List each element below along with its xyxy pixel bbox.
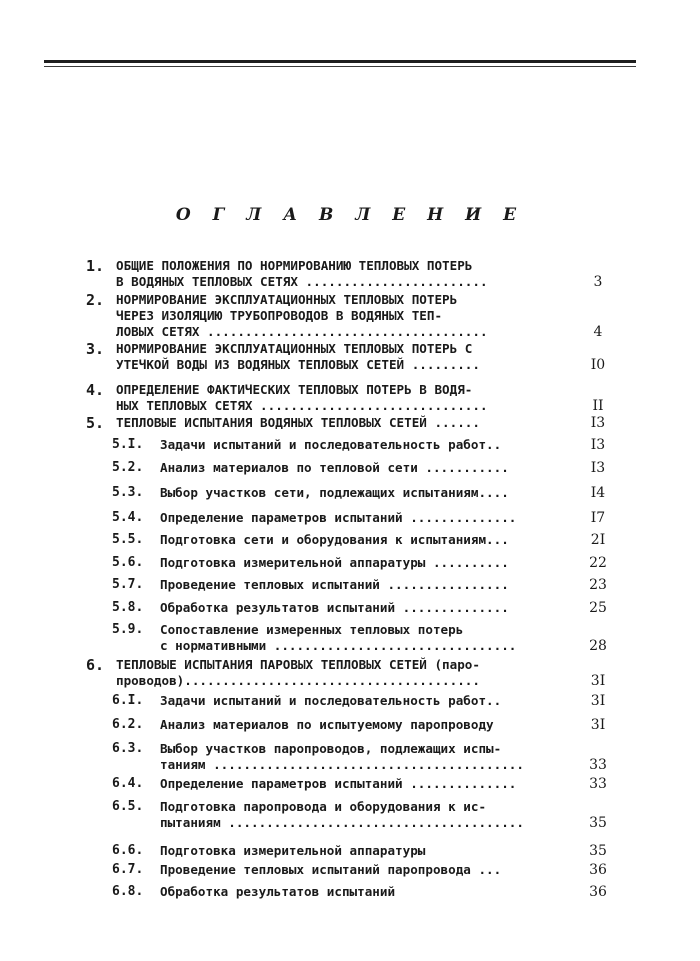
toc-entry-number: 5.3. — [112, 485, 144, 500]
toc-page-number: 3I — [590, 673, 606, 689]
toc-entry — [0, 555, 700, 571]
toc-entry-number: 5.I. — [112, 437, 144, 452]
toc-page-number: 3I — [590, 717, 606, 733]
toc-entry — [0, 258, 700, 290]
toc-entry-text: Задачи испытаний и последовательность работ.. — [160, 693, 502, 708]
toc-page-number: 25 — [589, 600, 607, 616]
toc-entry-number: 6.8. — [112, 884, 144, 899]
toc-entry — [0, 741, 700, 773]
toc-entry — [0, 341, 700, 373]
toc-entry-number: 6. — [86, 656, 105, 674]
toc-entry — [0, 600, 700, 616]
toc-entry — [0, 693, 700, 709]
toc-entry-text: Подготовка измерительной аппаратуры — [160, 843, 426, 858]
toc-entry — [0, 510, 700, 526]
toc-entry — [0, 437, 700, 453]
page-title: О Г Л А В Л Е Н И Е — [175, 205, 525, 225]
toc-entry-number: 2. — [86, 291, 105, 309]
toc-entry-number: 6.7. — [112, 862, 144, 877]
toc-entry-number: 5.4. — [112, 510, 144, 525]
toc-entry-number: 5.9. — [112, 622, 144, 637]
toc-entry — [0, 382, 700, 414]
toc-entry-text: ЧЕРЕЗ ИЗОЛЯЦИЮ ТРУБОПРОВОДОВ В ВОДЯНЫХ ТЕП- — [116, 308, 443, 323]
toc-entry — [0, 657, 700, 689]
toc-entry — [0, 577, 700, 593]
toc-entry-number: 5. — [86, 414, 105, 432]
toc-entry-text: Проведение тепловых испытаний паропровода ... — [160, 862, 502, 877]
toc-page-number: 33 — [589, 757, 607, 773]
toc-entry-number: 5.8. — [112, 600, 144, 615]
toc-page-number: 22 — [589, 555, 607, 571]
toc-page-number: 3I — [590, 693, 606, 709]
toc-page-number: 2I — [590, 532, 606, 548]
toc-page-number: 3 — [593, 274, 603, 290]
toc-entry-number: 1. — [86, 257, 105, 275]
toc-page-number: 4 — [593, 324, 603, 340]
toc-entry-number: 5.7. — [112, 577, 144, 592]
toc-page-number: 36 — [589, 884, 607, 900]
toc-entry — [0, 843, 700, 859]
toc-entry-text: Определение параметров испытаний .............. — [160, 776, 517, 791]
toc-entry — [0, 485, 700, 501]
toc-entry-text: Подготовка сети и оборудования к испытаниям... — [160, 532, 509, 547]
toc-entry-text: УТЕЧКОЙ ВОДЫ ИЗ ВОДЯНЫХ ТЕПЛОВЫХ СЕТЕЙ ......... — [116, 357, 480, 372]
toc-entry-number: 6.I. — [112, 693, 144, 708]
toc-page-number: 36 — [589, 862, 607, 878]
toc-entry — [0, 532, 700, 548]
toc-entry-text: Анализ материалов по тепловой сети ........... — [160, 460, 509, 475]
toc-entry-text: Обработка результатов испытаний — [160, 884, 396, 899]
toc-entry — [0, 862, 700, 878]
toc-page-number: 35 — [589, 815, 607, 831]
toc-entry-number: 5.5. — [112, 532, 144, 547]
toc-entry-text: Задачи испытаний и последовательность работ.. — [160, 437, 502, 452]
toc-entry-text: пытаниям ....................................... — [160, 815, 524, 830]
toc-page-number: I3 — [590, 437, 606, 453]
toc-entry-text: НОРМИРОВАНИЕ ЭКСПЛУАТАЦИОННЫХ ТЕПЛОВЫХ ПОТЕРЬ — [116, 292, 458, 307]
toc-entry-number: 5.6. — [112, 555, 144, 570]
toc-entry-text: проводов)....................................... — [116, 673, 480, 688]
toc-entry — [0, 292, 700, 340]
toc-page-number: I7 — [590, 510, 606, 526]
toc-entry-text: Подготовка измерительной аппаратуры .......... — [160, 555, 509, 570]
toc-entry-text: Выбор участков паропроводов, подлежащих испы- — [160, 741, 502, 756]
toc-entry-text: ЛОВЫХ СЕТЯХ ..................................... — [116, 324, 488, 339]
toc-page-number: I3 — [590, 460, 606, 476]
toc-entry-number: 6.6. — [112, 843, 144, 858]
toc-entry-number: 6.3. — [112, 741, 144, 756]
toc-entry-text: с нормативными ................................ — [160, 638, 517, 653]
toc-entry-text: Сопоставление измеренных тепловых потерь — [160, 622, 464, 637]
toc-entry-text: ТЕПЛОВЫЕ ИСПЫТАНИЯ ПАРОВЫХ ТЕПЛОВЫХ СЕТЕЙ (паро- — [116, 657, 480, 672]
toc-entry — [0, 717, 700, 733]
top-rule-thin — [44, 66, 636, 67]
toc-page-number: I3 — [590, 415, 606, 431]
toc-entry-text: В ВОДЯНЫХ ТЕПЛОВЫХ СЕТЯХ ........................ — [116, 274, 488, 289]
toc-page-number: I0 — [590, 357, 606, 373]
toc-entry — [0, 776, 700, 792]
toc-entry-number: 6.2. — [112, 717, 144, 732]
toc-entry-number: 6.5. — [112, 799, 144, 814]
toc-entry-number: 4. — [86, 381, 105, 399]
toc-entry-text: Выбор участков сети, подлежащих испытаниям.... — [160, 485, 509, 500]
toc-entry-text: таниям ......................................... — [160, 757, 524, 772]
toc-page-number: 33 — [589, 776, 607, 792]
toc-entry-text: НЫХ ТЕПЛОВЫХ СЕТЯХ .............................. — [116, 398, 488, 413]
toc-entry — [0, 884, 700, 900]
top-rule — [44, 60, 636, 63]
toc-entry-text: ОБЩИЕ ПОЛОЖЕНИЯ ПО НОРМИРОВАНИЮ ТЕПЛОВЫХ ПОТЕРЬ — [116, 258, 473, 273]
toc-entry-number: 6.4. — [112, 776, 144, 791]
toc-entry-text: НОРМИРОВАНИЕ ЭКСПЛУАТАЦИОННЫХ ТЕПЛОВЫХ ПОТЕРЬ С — [116, 341, 473, 356]
toc-page-number: II — [592, 398, 604, 414]
toc-page-number: 23 — [589, 577, 607, 593]
toc-page-number: 28 — [589, 638, 607, 654]
toc-entry-text: ОПРЕДЕЛЕНИЕ ФАКТИЧЕСКИХ ТЕПЛОВЫХ ПОТЕРЬ В ВОДЯ- — [116, 382, 473, 397]
toc-entry-number: 3. — [86, 340, 105, 358]
toc-entry — [0, 622, 700, 654]
toc-entry — [0, 799, 700, 831]
toc-entry — [0, 415, 700, 431]
toc-entry-text: Анализ материалов по испытуемому паропроводу — [160, 717, 494, 732]
toc-entry — [0, 460, 700, 476]
toc-entry-text: ТЕПЛОВЫЕ ИСПЫТАНИЯ ВОДЯНЫХ ТЕПЛОВЫХ СЕТЕЙ ...... — [116, 415, 480, 430]
toc-entry-text: Определение параметров испытаний .............. — [160, 510, 517, 525]
toc-entry-text: Проведение тепловых испытаний ................ — [160, 577, 509, 592]
toc-entry-number: 5.2. — [112, 460, 144, 475]
toc-page-number: I4 — [590, 485, 606, 501]
toc-page-number: 35 — [589, 843, 607, 859]
toc-entry-text: Обработка результатов испытаний .............. — [160, 600, 509, 615]
toc-entry-text: Подготовка паропровода и оборудования к ис- — [160, 799, 487, 814]
